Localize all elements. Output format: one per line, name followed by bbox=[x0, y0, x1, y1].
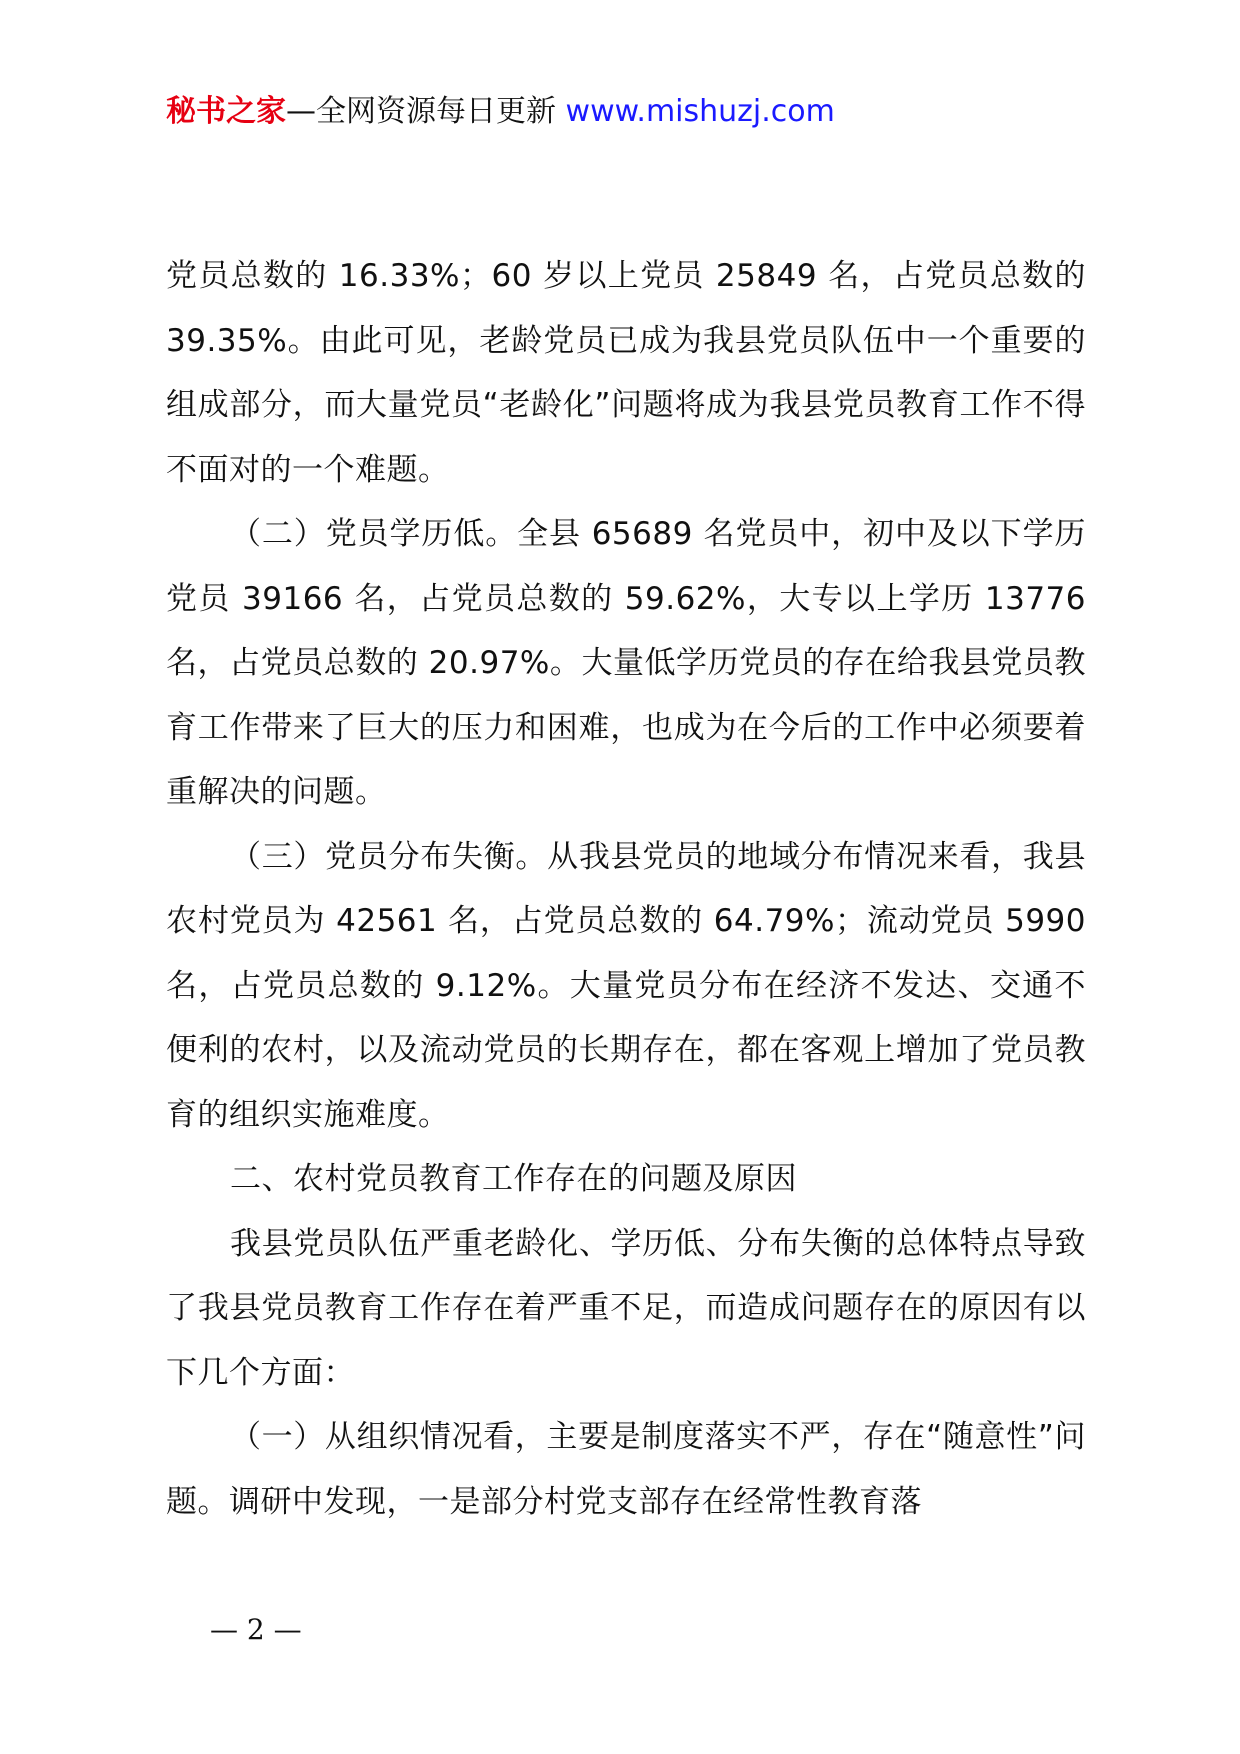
paragraph-continuation: 党员总数的 16.33%；60 岁以上党员 25849 名，占党员总数的 39.35%。由此可见，老龄党员已成为我县党员队伍中一个重要的组成部分，而大量党员“老龄化”问题将成为我县党员教育工作不得不面对的一个难题。 bbox=[166, 258, 1086, 488]
site-url-link[interactable]: www.mishuzj.com bbox=[565, 94, 835, 129]
paragraph-organization: （一）从组织情况看，主要是制度落实不严，存在“随意性”问题。调研中发现，一是部分村党支部存在经常性教育落 bbox=[166, 1419, 1086, 1520]
site-slogan: —全网资源每日更新 bbox=[286, 94, 556, 129]
paragraph-education-low: （二）党员学历低。全县 65689 名党员中，初中及以下学历党员 39166 名，占党员总数的 59.62%，大专以上学历 13776 名，占党员总数的 20.97%。大量低学历党员的存在给我县党员教育工作带来了巨大的压力和困难，也成为在今后的工作中必须要着重解决的问题。 bbox=[166, 516, 1086, 810]
site-header bbox=[166, 92, 835, 132]
section-heading-problems: 二、农村党员教育工作存在的问题及原因 bbox=[230, 1161, 797, 1197]
page-number: — 2 — bbox=[210, 1613, 302, 1646]
site-brand: 秘书之家 bbox=[166, 94, 286, 129]
document-body bbox=[166, 244, 1086, 1534]
paragraph-distribution-imbalance: （三）党员分布失衡。从我县党员的地域分布情况来看，我县农村党员为 42561 名，占党员总数的 64.79%；流动党员 5990 名，占党员总数的 9.12%。大量党员分布在经济不发达、交通不便利的农村，以及流动党员的长期存在，都在客观上增加了党员教育的组织实施难度。 bbox=[166, 838, 1086, 1133]
paragraph-problems-intro: 我县党员队伍严重老龄化、学历低、分布失衡的总体特点导致了我县党员教育工作存在着严重不足，而造成问题存在的原因有以下几个方面： bbox=[166, 1225, 1086, 1391]
